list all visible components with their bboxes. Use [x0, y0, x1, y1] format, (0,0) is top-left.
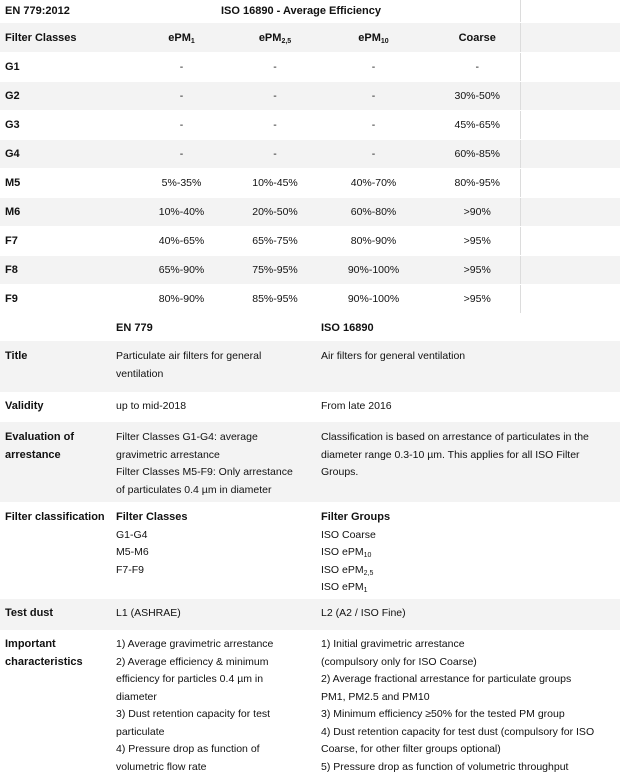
- epm2-5-value-cell: 20%-50%: [238, 198, 312, 227]
- filter-class-cell: M6: [0, 198, 125, 227]
- empty-cell: [520, 256, 620, 285]
- row-title: [0, 341, 620, 392]
- header-en-779-2012: EN 779:2012: [0, 0, 125, 23]
- table-row: [0, 82, 620, 111]
- epm2-5-value-cell: 75%-95%: [238, 256, 312, 285]
- table-row: [0, 140, 620, 169]
- row-test-dust: [0, 599, 620, 630]
- epm10-value-cell: -: [312, 53, 435, 82]
- empty-cell: [520, 169, 620, 198]
- row-label-important-characteristics: Important characteristics: [0, 630, 111, 776]
- empty-cell: [520, 111, 620, 140]
- epm1-value-cell: -: [125, 53, 238, 82]
- table-row: [0, 285, 620, 314]
- epm10-value-cell: 60%-80%: [312, 198, 435, 227]
- filter-class-cell: G3: [0, 111, 125, 140]
- col-header-filter-classes: Filter Classes: [0, 23, 125, 53]
- epm10-value-cell: 90%-100%: [312, 256, 435, 285]
- filter-class-cell: F8: [0, 256, 125, 285]
- row-evaluation-of-arrestance: [0, 422, 620, 502]
- coarse-value-cell: 80%-95%: [435, 169, 520, 198]
- comparison-table: [0, 315, 620, 776]
- comparison-header-en-779: EN 779: [111, 315, 316, 341]
- epm2-5-value-cell: 10%-45%: [238, 169, 312, 198]
- comparison-header-empty: [0, 315, 111, 341]
- epm10-value-cell: 40%-70%: [312, 169, 435, 198]
- filter-class-cell: M5: [0, 169, 125, 198]
- characteristics-iso-16890: 1) Initial gravimetric arrestance (compulsory only for ISO Coarse) 2) Average fractional arrestance for particulate groups PM1, PM2.5 and PM10 3) Minimum efficiency ≥50% for the tested PM group 4) Dust retention capacity for test dust (compulsory for ISO Coarse, for other filter groups optional) 5) Pressure drop as function of volumetric throughput: [316, 630, 620, 776]
- standards-header-row: [0, 0, 620, 23]
- header-empty-cell: [520, 0, 620, 23]
- row-label-evaluation-of-arrestance: Evaluation of arrestance: [0, 422, 111, 502]
- coarse-value-cell: -: [435, 53, 520, 82]
- characteristics-en-779: 1) Average gravimetric arrestance 2) Average efficiency & minimum efficiency for particles 0.4 µm in diameter 3) Dust retention capacity for test particulate 4) Pressure drop as function of volumetric flow rate: [111, 630, 316, 776]
- coarse-value-cell: 45%-65%: [435, 111, 520, 140]
- table-row: [0, 53, 620, 82]
- row-filter-classification: [0, 502, 620, 599]
- validity-en-779: up to mid-2018: [111, 392, 316, 422]
- row-label-validity: Validity: [0, 392, 111, 422]
- table-row: [0, 227, 620, 256]
- empty-cell: [520, 53, 620, 82]
- filter-class-cell: G1: [0, 53, 125, 82]
- epm10-value-cell: -: [312, 82, 435, 111]
- coarse-value-cell: >95%: [435, 285, 520, 314]
- table-row: [0, 256, 620, 285]
- epm1-value-cell: 10%-40%: [125, 198, 238, 227]
- evaluation-en-779: Filter Classes G1-G4: average gravimetric arrestance Filter Classes M5-F9: Only arrestance of particulates 0.4 µm in diameter: [111, 422, 316, 502]
- classification-iso-16890: Filter Groups ISO Coarse ISO ePM$_{10}$ ISO ePM$_{2,5}$ ISO ePM$_1$: [316, 502, 620, 599]
- title-en-779: Particulate air filters for general ventilation: [111, 341, 316, 392]
- epm2-5-value-cell: 65%-75%: [238, 227, 312, 256]
- table-row: [0, 198, 620, 227]
- test-dust-en-779: L1 (ASHRAE): [111, 599, 316, 630]
- epm2-5-value-cell: 85%-95%: [238, 285, 312, 314]
- empty-cell: [520, 227, 620, 256]
- coarse-value-cell: 60%-85%: [435, 140, 520, 169]
- epm1-value-cell: -: [125, 140, 238, 169]
- epm1-value-cell: 5%-35%: [125, 169, 238, 198]
- row-label-test-dust: Test dust: [0, 599, 111, 630]
- epm10-value-cell: -: [312, 111, 435, 140]
- test-dust-iso-16890: L2 (A2 / ISO Fine): [316, 599, 620, 630]
- epm1-value-cell: 65%-90%: [125, 256, 238, 285]
- comparison-header-iso-16890: ISO 16890: [316, 315, 620, 341]
- col-header-epm1: ePM$_1$: [125, 23, 238, 53]
- filter-class-cell: G4: [0, 140, 125, 169]
- table-row: [0, 169, 620, 198]
- epm10-value-cell: -: [312, 140, 435, 169]
- validity-iso-16890: From late 2016: [316, 392, 620, 422]
- epm1-value-cell: 40%-65%: [125, 227, 238, 256]
- filter-class-cell: F9: [0, 285, 125, 314]
- filter-class-cell: F7: [0, 227, 125, 256]
- col-header-epm10: ePM$_{10}$: [312, 23, 435, 53]
- empty-cell: [520, 198, 620, 227]
- coarse-value-cell: >95%: [435, 227, 520, 256]
- epm2-5-value-cell: -: [238, 53, 312, 82]
- epm2-5-value-cell: -: [238, 111, 312, 140]
- efficiency-table: [0, 0, 620, 314]
- epm1-value-cell: -: [125, 82, 238, 111]
- coarse-value-cell: >95%: [435, 256, 520, 285]
- epm1-value-cell: -: [125, 111, 238, 140]
- col-header-coarse: Coarse: [435, 23, 520, 53]
- title-iso-16890: Air filters for general ventilation: [316, 341, 620, 392]
- coarse-value-cell: 30%-50%: [435, 82, 520, 111]
- classification-en-779: Filter Classes G1-G4 M5-M6 F7-F9: [111, 502, 316, 599]
- epm10-value-cell: 90%-100%: [312, 285, 435, 314]
- column-header-row: [0, 23, 620, 53]
- coarse-value-cell: >90%: [435, 198, 520, 227]
- empty-cell: [520, 140, 620, 169]
- empty-cell: [520, 285, 620, 314]
- row-important-characteristics: [0, 630, 620, 776]
- filter-class-cell: G2: [0, 82, 125, 111]
- col-header-empty: [520, 23, 620, 53]
- epm2-5-value-cell: -: [238, 82, 312, 111]
- comparison-header-row: [0, 315, 620, 341]
- epm10-value-cell: 80%-90%: [312, 227, 435, 256]
- epm1-value-cell: 80%-90%: [125, 285, 238, 314]
- col-header-epm2-5: ePM$_{2,5}$: [238, 23, 312, 53]
- header-iso-16890-average-efficiency: ISO 16890 - Average Efficiency: [125, 0, 520, 23]
- empty-cell: [520, 82, 620, 111]
- evaluation-iso-16890: Classification is based on arrestance of particulates in the diameter range 0.3-10 µm. This applies for all ISO Filter Groups.: [316, 422, 620, 502]
- row-label-filter-classification: Filter classification: [0, 502, 111, 599]
- epm2-5-value-cell: -: [238, 140, 312, 169]
- row-validity: [0, 392, 620, 422]
- table-row: [0, 111, 620, 140]
- row-label-title: Title: [0, 341, 111, 392]
